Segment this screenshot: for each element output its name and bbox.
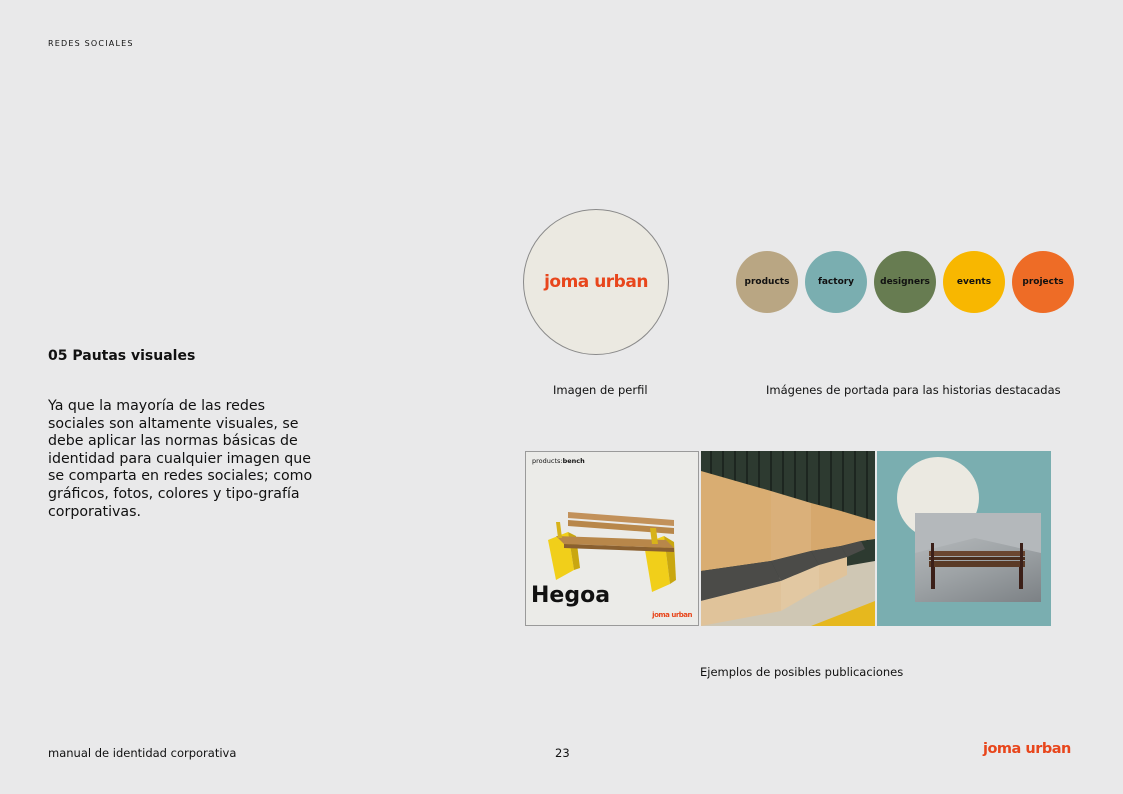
footer-document-title: manual de identidad corporativa: [48, 746, 237, 760]
story-label: events: [956, 277, 992, 287]
story-highlight-events: [943, 251, 1005, 313]
story-highlight-products: [736, 251, 798, 313]
footer-brand-logo: joma urban: [983, 741, 1071, 757]
stories-caption: Imágenes de portada para las historias destacadas: [766, 383, 1061, 397]
story-label: factory: [817, 277, 855, 287]
story-label: products: [744, 277, 790, 287]
post-example-photo: [701, 451, 875, 626]
profile-caption: Imagen de perfil: [553, 383, 648, 397]
story-highlight-factory: [805, 251, 867, 313]
story-highlight-designers: [874, 251, 936, 313]
story-highlights-row: [736, 251, 1074, 313]
bench-photo: [915, 513, 1041, 602]
profile-image-example: [523, 209, 669, 355]
story-label: designers: [880, 277, 930, 287]
section-label: REDES SOCIALES: [48, 39, 134, 48]
post-tag-value: bench: [562, 457, 585, 465]
story-label: projects: [1022, 277, 1064, 287]
post-tag-prefix: products:: [532, 457, 563, 465]
posts-caption: Ejemplos de posibles publicaciones: [700, 665, 904, 679]
post-example-product: [525, 451, 699, 626]
body-paragraph: Ya que la mayoría de las redes sociales son altamente visuales, se debe aplicar las normas básicas de identidad para cualquier imagen que se comparta en redes sociales; como gráficos, fotos, colores y tipo-grafía corporativas.: [48, 398, 313, 520]
post-example-composition: [877, 451, 1051, 626]
story-highlight-projects: [1012, 251, 1074, 313]
post-brand-logo: joma urban: [652, 611, 692, 619]
body-text: [48, 398, 323, 521]
page-number: 23: [555, 746, 570, 760]
section-heading: 05 Pautas visuales: [48, 348, 196, 364]
brand-logo: joma urban: [544, 272, 648, 292]
bench-illustration: [915, 513, 1041, 602]
bench-row-photo: [701, 451, 875, 626]
post-title: Hegoa: [531, 583, 611, 608]
